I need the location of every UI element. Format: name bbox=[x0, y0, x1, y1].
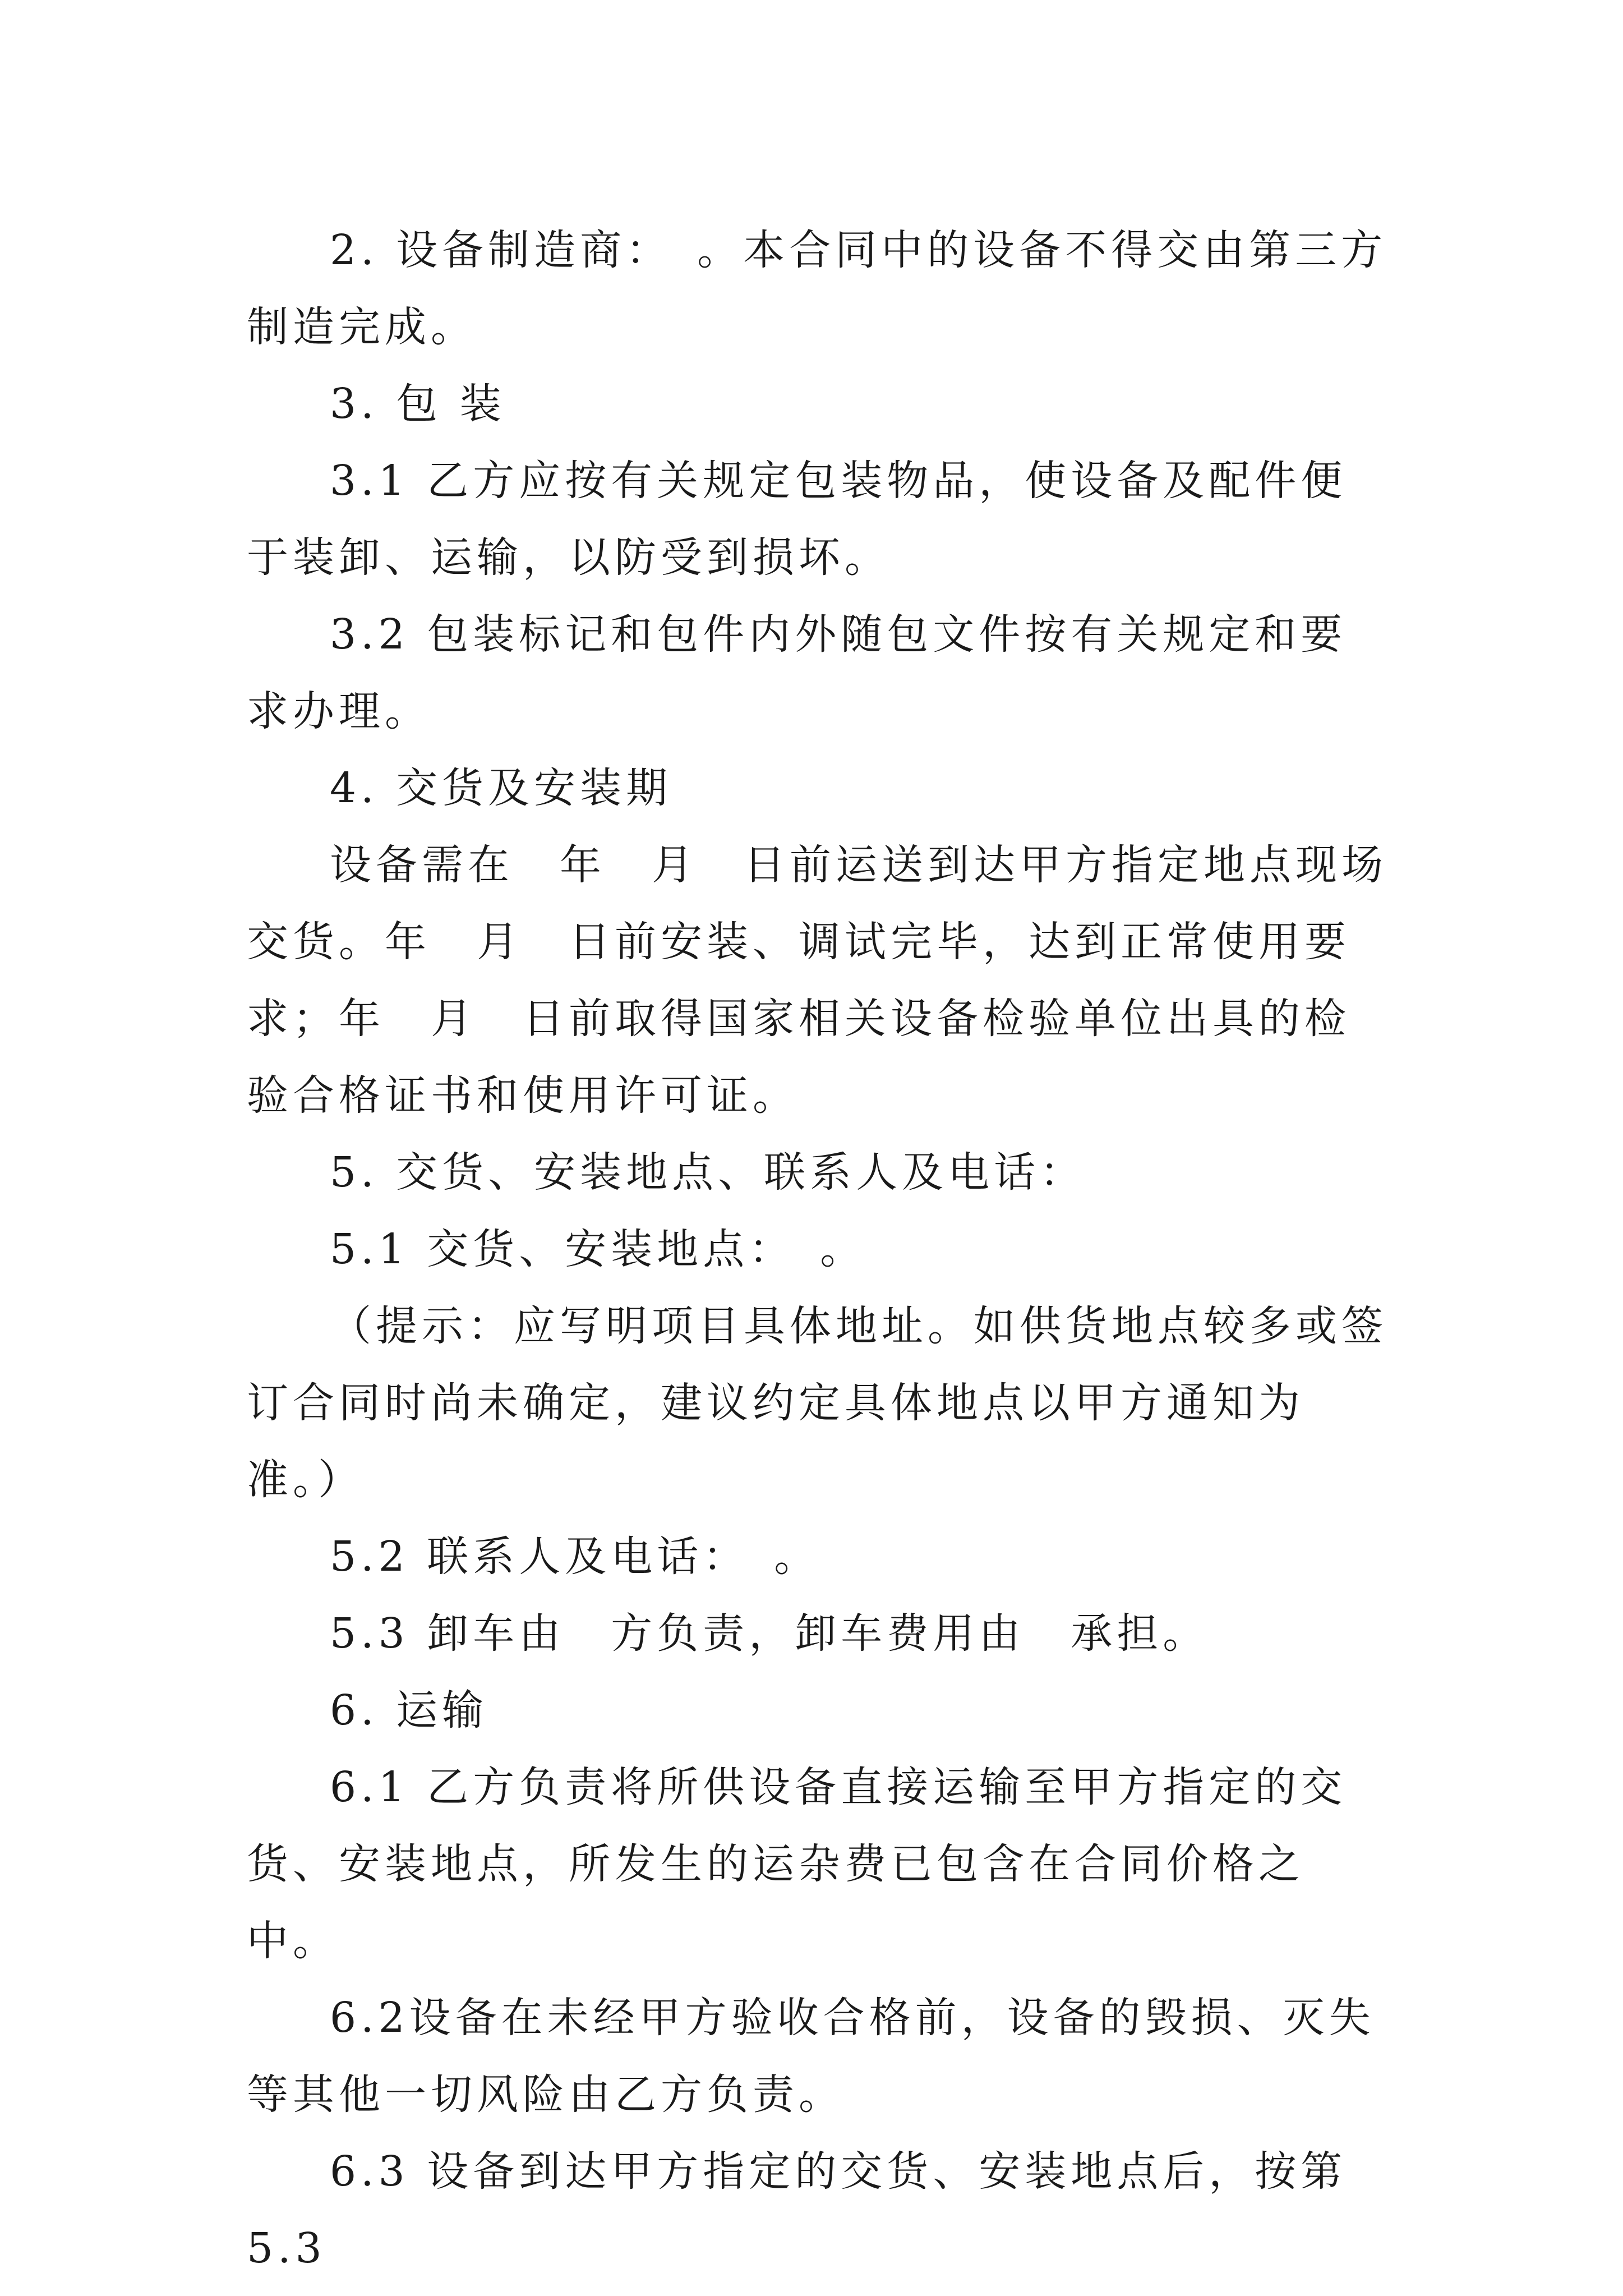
paragraph-5-2: 5.2 联系人及电话： 。 bbox=[330, 1533, 820, 1581]
heading-packaging: 3. 包 装 bbox=[330, 380, 506, 428]
paragraph-5-1: 5.1 交货、安装地点： 。 bbox=[330, 1225, 866, 1273]
paragraph-3-2: 3.2 包装标记和包件内外随包文件按有关规定和要求办理。 bbox=[247, 610, 1347, 735]
paragraph-6-3: 6.3 设备到达甲方指定的交货、安装地点后，按第5.3 bbox=[247, 2147, 1347, 2272]
heading-delivery-location-contact: 5. 交货、安装地点、联系人及电话： bbox=[330, 1148, 1086, 1197]
paragraph-hint: （提示：应写明项目具体地址。如供货地点较多或签订合同时尚未确定，建议约定具体地点以甲方通知为准。） bbox=[247, 1302, 1387, 1504]
paragraph-delivery-schedule: 设备需在 年 月 日前运送到达甲方指定地点现场交货。年 月 日前安装、调试完毕，达到正常使用要求；年 月 日前取得国家相关设备检验单位出具的检验合格证书和使用许可证。 bbox=[247, 841, 1387, 1120]
paragraph-manufacturer: 2. 设备制造商： 。本合同中的设备不得交由第三方制造完成。 bbox=[247, 226, 1387, 351]
paragraph-3-1: 3.1 乙方应按有关规定包装物品，使设备及配件便于装卸、运输，以防受到损坏。 bbox=[247, 457, 1347, 582]
document-body bbox=[247, 212, 1391, 2287]
heading-delivery-installation-period: 4. 交货及安装期 bbox=[330, 764, 672, 812]
paragraph-5-3: 5.3 卸车由 方负责，卸车费用由 承担。 bbox=[330, 1609, 1209, 1658]
paragraph-6-2: 6.2设备在未经甲方验收合格前，设备的毁损、灭失等其他一切风险由乙方负责。 bbox=[247, 1994, 1375, 2119]
paragraph-6-1: 6.1 乙方负责将所供设备直接运输至甲方指定的交货、安装地点，所发生的运杂费已包含在合同价格之中。 bbox=[247, 1763, 1347, 1965]
heading-transport: 6. 运输 bbox=[330, 1686, 488, 1734]
